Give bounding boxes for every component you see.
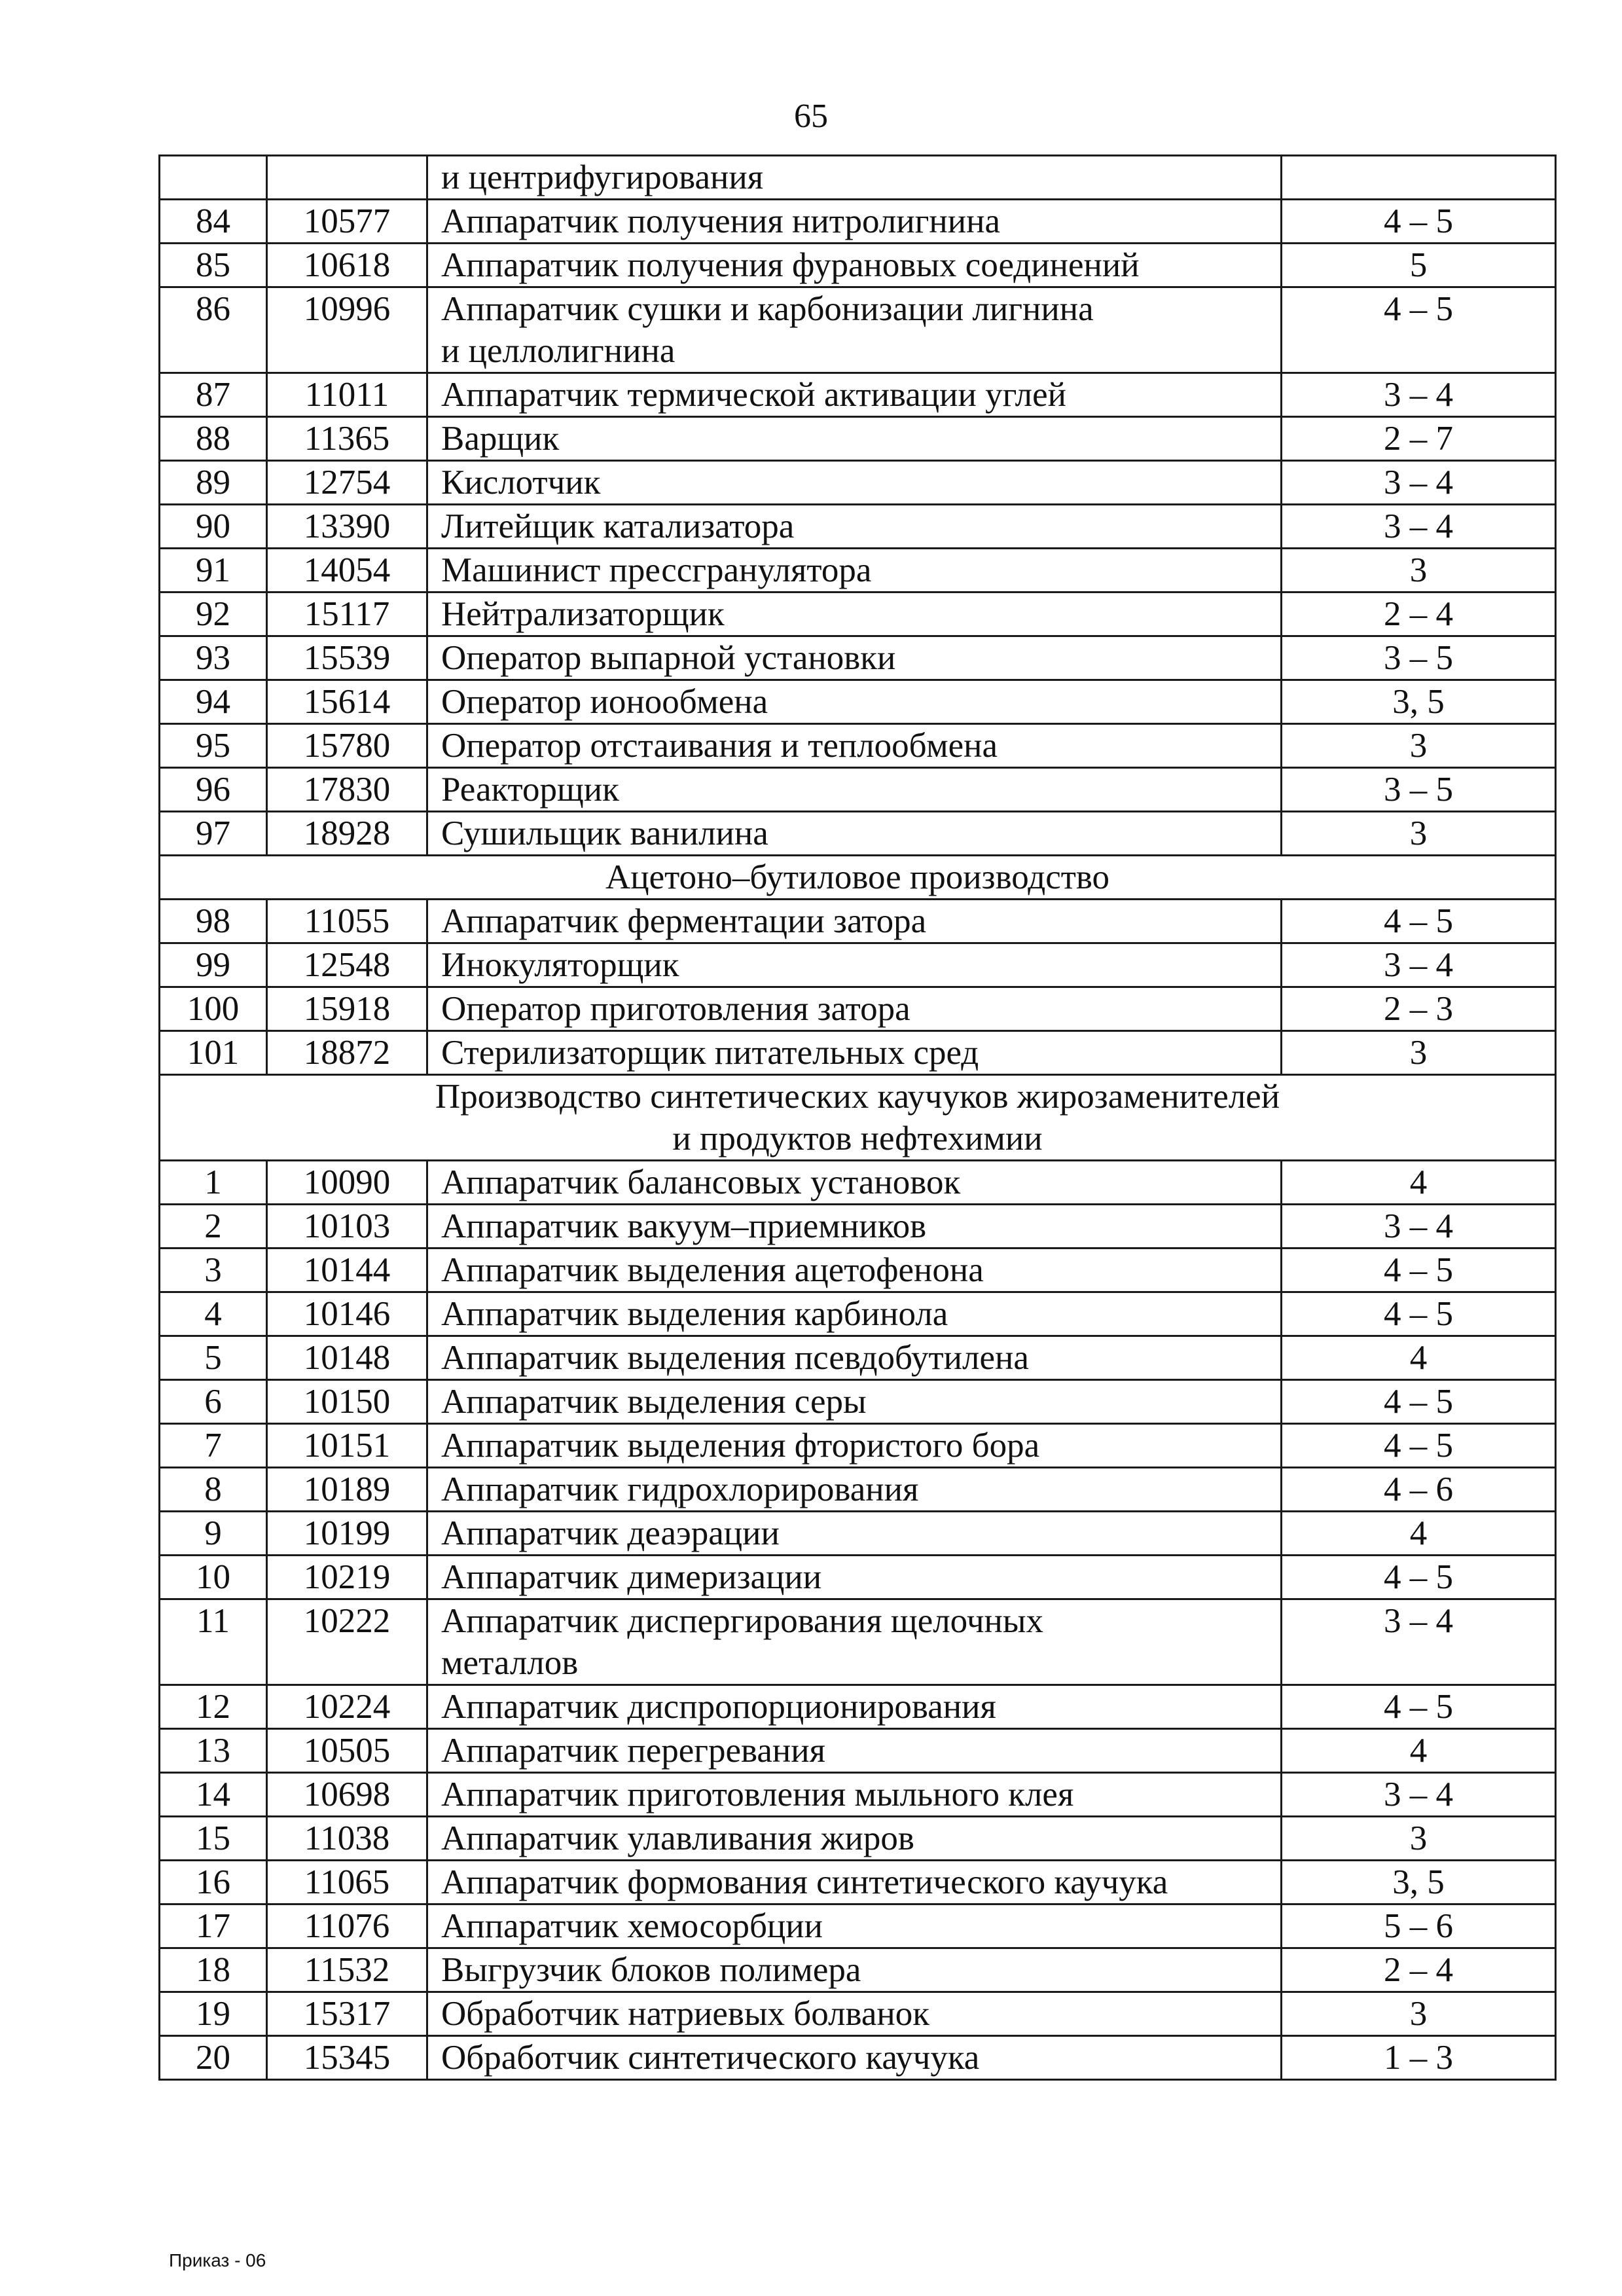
table-row <box>160 1817 1556 1861</box>
skill-category: 3 – 4 <box>1282 1773 1556 1817</box>
row-number: 15 <box>160 1817 267 1861</box>
table-row <box>160 987 1556 1031</box>
table-row <box>160 1556 1556 1599</box>
section-heading <box>160 1075 1556 1161</box>
profession-name <box>427 2036 1282 2080</box>
row-number: 87 <box>160 373 267 417</box>
profession-name <box>427 943 1282 987</box>
row-number: 10 <box>160 1556 267 1599</box>
skill-category: 4 <box>1282 1336 1556 1380</box>
profession-code: 11038 <box>267 1817 427 1861</box>
row-number: 3 <box>160 1248 267 1292</box>
row-number: 8 <box>160 1468 267 1512</box>
profession-name <box>427 1861 1282 1904</box>
table-row <box>160 724 1556 768</box>
table-row <box>160 1468 1556 1512</box>
table-row <box>160 373 1556 417</box>
section-heading-row <box>160 1075 1556 1161</box>
skill-category: 3 – 4 <box>1282 461 1556 505</box>
profession-code: 10996 <box>267 287 427 373</box>
profession-name-line: Нейтрализаторщик <box>441 595 725 633</box>
table-row <box>160 244 1556 287</box>
profession-code: 10618 <box>267 244 427 287</box>
skill-category: 2 – 3 <box>1282 987 1556 1031</box>
profession-code: 10150 <box>267 1380 427 1424</box>
table-row <box>160 900 1556 943</box>
profession-name-line: и центрифугирования <box>441 158 764 196</box>
row-number: 84 <box>160 200 267 244</box>
profession-name-line: и целлолигнина <box>441 332 676 370</box>
profession-name-line: Аппаратчик диспропорционирования <box>441 1688 996 1726</box>
profession-code: 15539 <box>267 636 427 680</box>
profession-name <box>427 200 1282 244</box>
profession-name <box>427 1948 1282 1992</box>
profession-name-line: Оператор выпарной установки <box>441 639 896 677</box>
profession-code: 12548 <box>267 943 427 987</box>
skill-category: 4 <box>1282 1729 1556 1773</box>
row-number: 1 <box>160 1161 267 1205</box>
profession-name <box>427 1292 1282 1336</box>
section-heading-row <box>160 856 1556 900</box>
profession-name-line: Аппаратчик ферментации затора <box>441 902 927 940</box>
profession-code: 10090 <box>267 1161 427 1205</box>
profession-name-line: Оператор приготовления затора <box>441 990 910 1028</box>
row-number: 7 <box>160 1424 267 1468</box>
row-number: 19 <box>160 1992 267 2036</box>
profession-name-line: Аппаратчик выделения серы <box>441 1383 867 1421</box>
skill-category: 4 – 5 <box>1282 900 1556 943</box>
profession-code: 15918 <box>267 987 427 1031</box>
profession-name <box>427 1904 1282 1948</box>
profession-code: 14054 <box>267 549 427 592</box>
profession-name-line: Аппаратчик получения нитролигнина <box>441 202 1001 240</box>
page-number: 65 <box>794 98 828 135</box>
table-row <box>160 1161 1556 1205</box>
profession-name-line: Литейщик катализатора <box>441 507 795 545</box>
profession-name-line: Реакторщик <box>441 771 619 809</box>
table-row <box>160 1205 1556 1248</box>
professions-table <box>158 155 1557 2081</box>
profession-name <box>427 1380 1282 1424</box>
profession-code: 11055 <box>267 900 427 943</box>
table-row <box>160 680 1556 724</box>
profession-name <box>427 1205 1282 1248</box>
row-number: 100 <box>160 987 267 1031</box>
row-number <box>160 156 267 200</box>
table-row <box>160 1685 1556 1729</box>
row-number: 18 <box>160 1948 267 1992</box>
row-number: 4 <box>160 1292 267 1336</box>
table-row <box>160 1031 1556 1075</box>
table-row <box>160 1992 1556 2036</box>
row-number: 91 <box>160 549 267 592</box>
row-number: 94 <box>160 680 267 724</box>
table-body <box>160 156 1556 2080</box>
table-row <box>160 1729 1556 1773</box>
row-number: 12 <box>160 1685 267 1729</box>
profession-name-line: Аппаратчик балансовых установок <box>441 1163 961 1201</box>
profession-code: 10189 <box>267 1468 427 1512</box>
profession-code: 15614 <box>267 680 427 724</box>
table-row <box>160 1248 1556 1292</box>
skill-category: 3 – 4 <box>1282 943 1556 987</box>
profession-code: 17830 <box>267 768 427 812</box>
skill-category: 2 – 4 <box>1282 592 1556 636</box>
skill-category: 4 – 5 <box>1282 1380 1556 1424</box>
profession-name-line: Аппаратчик хемосорбции <box>441 1907 823 1945</box>
section-heading-line: и продуктов нефтехимии <box>672 1120 1043 1157</box>
profession-name <box>427 900 1282 943</box>
table-row <box>160 461 1556 505</box>
table-row <box>160 1599 1556 1685</box>
table-row <box>160 156 1556 200</box>
profession-name <box>427 1248 1282 1292</box>
skill-category: 3 <box>1282 1031 1556 1075</box>
skill-category: 2 – 7 <box>1282 417 1556 461</box>
profession-code: 10146 <box>267 1292 427 1336</box>
profession-name <box>427 1556 1282 1599</box>
profession-name <box>427 1512 1282 1556</box>
profession-name <box>427 1031 1282 1075</box>
skill-category: 1 – 3 <box>1282 2036 1556 2080</box>
profession-name-line: Кислотчик <box>441 464 601 501</box>
profession-code: 10151 <box>267 1424 427 1468</box>
table-row <box>160 1424 1556 1468</box>
profession-name <box>427 1424 1282 1468</box>
skill-category: 2 – 4 <box>1282 1948 1556 1992</box>
skill-category: 4 <box>1282 1512 1556 1556</box>
profession-name-line: Инокуляторщик <box>441 946 679 984</box>
profession-name-line: Аппаратчик диспергирования щелочных <box>441 1602 1043 1640</box>
profession-code: 15780 <box>267 724 427 768</box>
profession-code: 10505 <box>267 1729 427 1773</box>
profession-name-line: Оператор отстаивания и теплообмена <box>441 727 998 765</box>
profession-code: 10199 <box>267 1512 427 1556</box>
profession-name-line: Варщик <box>441 420 560 458</box>
row-number: 90 <box>160 505 267 549</box>
skill-category: 3 <box>1282 1992 1556 2036</box>
profession-name <box>427 1468 1282 1512</box>
profession-name <box>427 373 1282 417</box>
row-number: 2 <box>160 1205 267 1248</box>
table-row <box>160 1861 1556 1904</box>
row-number: 101 <box>160 1031 267 1075</box>
section-heading-line: Производство синтетических каучуков жирозаменителей <box>435 1078 1280 1116</box>
profession-code: 18872 <box>267 1031 427 1075</box>
profession-code: 15345 <box>267 2036 427 2080</box>
profession-code: 15317 <box>267 1992 427 2036</box>
profession-name-line: Аппаратчик улавливания жиров <box>441 1819 914 1857</box>
profession-code: 11076 <box>267 1904 427 1948</box>
table-row <box>160 1336 1556 1380</box>
profession-name <box>427 505 1282 549</box>
row-number: 17 <box>160 1904 267 1948</box>
skill-category: 4 – 5 <box>1282 1248 1556 1292</box>
profession-name-line: Аппаратчик приготовления мыльного клея <box>441 1776 1074 1813</box>
skill-category: 4 – 6 <box>1282 1468 1556 1512</box>
table-row <box>160 768 1556 812</box>
profession-name-line: Оператор ионообмена <box>441 683 768 721</box>
profession-name <box>427 156 1282 200</box>
table-row <box>160 636 1556 680</box>
skill-category: 3 <box>1282 724 1556 768</box>
profession-name <box>427 1336 1282 1380</box>
profession-name-line: Аппаратчик формования синтетического каучука <box>441 1863 1168 1901</box>
skill-category: 4 – 5 <box>1282 287 1556 373</box>
profession-name-line: Аппаратчик димеризации <box>441 1558 822 1596</box>
profession-name-line: Машинист прессгранулятора <box>441 551 872 589</box>
profession-name-line: Аппаратчик выделения карбинола <box>441 1295 948 1333</box>
row-number: 95 <box>160 724 267 768</box>
profession-name <box>427 1729 1282 1773</box>
profession-name <box>427 592 1282 636</box>
skill-category: 3 <box>1282 549 1556 592</box>
profession-name <box>427 768 1282 812</box>
skill-category: 3 – 5 <box>1282 636 1556 680</box>
profession-code: 12754 <box>267 461 427 505</box>
skill-category: 4 – 5 <box>1282 1685 1556 1729</box>
row-number: 14 <box>160 1773 267 1817</box>
skill-category: 3 – 4 <box>1282 1205 1556 1248</box>
table-row <box>160 1380 1556 1424</box>
row-number: 98 <box>160 900 267 943</box>
table-row <box>160 505 1556 549</box>
profession-name-line: металлов <box>441 1644 579 1682</box>
row-number: 16 <box>160 1861 267 1904</box>
table-row <box>160 1904 1556 1948</box>
profession-name-line: Аппаратчик получения фурановых соединений <box>441 246 1140 284</box>
profession-name-line: Аппаратчик выделения ацетофенона <box>441 1251 984 1289</box>
profession-name <box>427 244 1282 287</box>
profession-name <box>427 1992 1282 2036</box>
skill-category: 4 – 5 <box>1282 1292 1556 1336</box>
profession-name <box>427 1817 1282 1861</box>
skill-category: 5 – 6 <box>1282 1904 1556 1948</box>
skill-category: 4 <box>1282 1161 1556 1205</box>
table-row <box>160 1512 1556 1556</box>
row-number: 6 <box>160 1380 267 1424</box>
skill-category: 3 – 5 <box>1282 768 1556 812</box>
profession-name-line: Сушильщик ванилина <box>441 814 768 852</box>
table-row <box>160 1773 1556 1817</box>
footer-label: Приказ - 06 <box>169 2250 266 2270</box>
profession-name-line: Аппаратчик перегревания <box>441 1732 825 1770</box>
profession-code: 11065 <box>267 1861 427 1904</box>
profession-code: 13390 <box>267 505 427 549</box>
skill-category: 3, 5 <box>1282 1861 1556 1904</box>
row-number: 92 <box>160 592 267 636</box>
row-number: 89 <box>160 461 267 505</box>
profession-name <box>427 636 1282 680</box>
profession-name <box>427 1161 1282 1205</box>
profession-name <box>427 1773 1282 1817</box>
profession-name-line: Аппаратчик гидрохлорирования <box>441 1470 919 1508</box>
profession-code: 10103 <box>267 1205 427 1248</box>
profession-name <box>427 812 1282 856</box>
row-number: 99 <box>160 943 267 987</box>
row-number: 20 <box>160 2036 267 2080</box>
row-number: 96 <box>160 768 267 812</box>
table-row <box>160 943 1556 987</box>
row-number: 5 <box>160 1336 267 1380</box>
profession-name <box>427 1599 1282 1685</box>
skill-category: 3 – 4 <box>1282 505 1556 549</box>
row-number: 86 <box>160 287 267 373</box>
profession-name <box>427 987 1282 1031</box>
table-row <box>160 200 1556 244</box>
row-number: 9 <box>160 1512 267 1556</box>
skill-category: 3, 5 <box>1282 680 1556 724</box>
table-row <box>160 549 1556 592</box>
table-row <box>160 592 1556 636</box>
row-number: 93 <box>160 636 267 680</box>
profession-code: 10148 <box>267 1336 427 1380</box>
profession-name-line: Аппаратчик деаэрации <box>441 1514 780 1552</box>
profession-code: 10224 <box>267 1685 427 1729</box>
profession-name-line: Обработчик синтетического каучука <box>441 2039 980 2077</box>
row-number: 13 <box>160 1729 267 1773</box>
profession-code <box>267 156 427 200</box>
profession-name-line: Стерилизаторщик питательных сред <box>441 1034 979 1072</box>
profession-name <box>427 1685 1282 1729</box>
profession-code: 10144 <box>267 1248 427 1292</box>
row-number: 85 <box>160 244 267 287</box>
profession-name <box>427 724 1282 768</box>
profession-code: 10219 <box>267 1556 427 1599</box>
profession-name <box>427 417 1282 461</box>
skill-category: 3 <box>1282 812 1556 856</box>
row-number: 11 <box>160 1599 267 1685</box>
table-row <box>160 2036 1556 2080</box>
table-row <box>160 812 1556 856</box>
profession-code: 11532 <box>267 1948 427 1992</box>
skill-category: 4 – 5 <box>1282 1424 1556 1468</box>
profession-name-line: Аппаратчик термической активации углей <box>441 376 1067 414</box>
table-row <box>160 1292 1556 1336</box>
skill-category: 4 – 5 <box>1282 1556 1556 1599</box>
profession-code: 11365 <box>267 417 427 461</box>
profession-code: 18928 <box>267 812 427 856</box>
profession-name <box>427 287 1282 373</box>
profession-code: 10577 <box>267 200 427 244</box>
profession-name <box>427 680 1282 724</box>
skill-category <box>1282 156 1556 200</box>
profession-code: 15117 <box>267 592 427 636</box>
skill-category: 3 – 4 <box>1282 1599 1556 1685</box>
profession-name-line: Аппаратчик выделения фтористого бора <box>441 1427 1040 1465</box>
table-row <box>160 1948 1556 1992</box>
profession-name-line: Аппаратчик сушки и карбонизации лигнина <box>441 290 1094 328</box>
profession-name <box>427 461 1282 505</box>
skill-category: 3 <box>1282 1817 1556 1861</box>
section-heading <box>160 856 1556 900</box>
profession-name-line: Выгрузчик блоков полимера <box>441 1951 861 1989</box>
profession-code: 11011 <box>267 373 427 417</box>
profession-code: 10698 <box>267 1773 427 1817</box>
section-heading-line: Ацетоно–бутиловое производство <box>605 858 1110 896</box>
skill-category: 4 – 5 <box>1282 200 1556 244</box>
profession-name-line: Аппаратчик вакуум–приемников <box>441 1207 927 1245</box>
table-row <box>160 287 1556 373</box>
row-number: 88 <box>160 417 267 461</box>
profession-name <box>427 549 1282 592</box>
skill-category: 3 – 4 <box>1282 373 1556 417</box>
profession-code: 10222 <box>267 1599 427 1685</box>
skill-category: 5 <box>1282 244 1556 287</box>
row-number: 97 <box>160 812 267 856</box>
profession-name-line: Аппаратчик выделения псевдобутилена <box>441 1339 1029 1377</box>
table-row <box>160 417 1556 461</box>
profession-name-line: Обработчик натриевых болванок <box>441 1995 929 2033</box>
